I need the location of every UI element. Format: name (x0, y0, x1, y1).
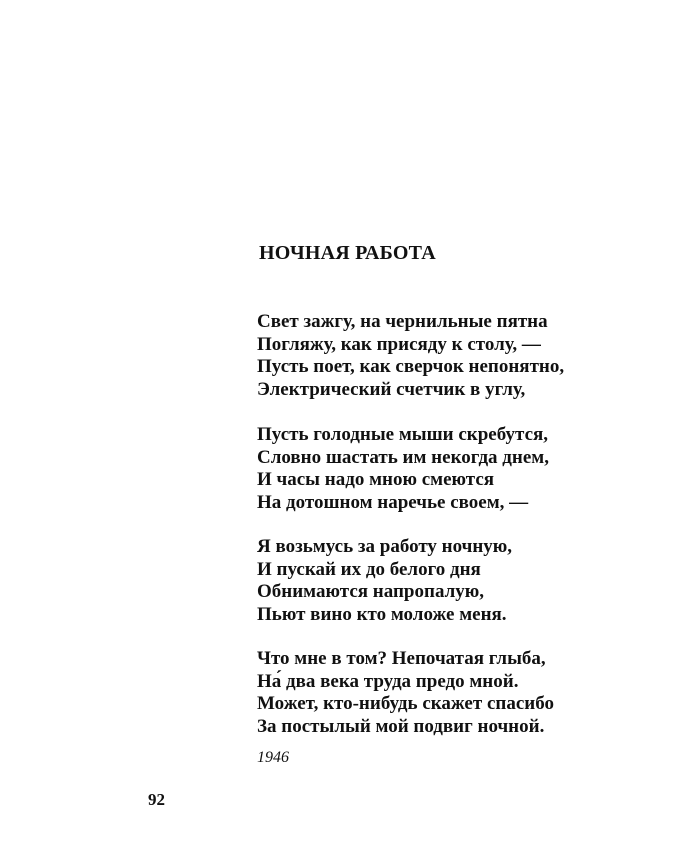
stanza-4 (257, 648, 554, 738)
stanza-1 (257, 311, 564, 401)
poem-line: На́ два века труда предо мной. (257, 670, 519, 692)
poem-line: Обнимаются напропалую, (257, 581, 485, 602)
page-number: 92 (148, 790, 165, 809)
poem-line: Погляжу, как присяду к столу, — (257, 333, 541, 355)
poem-line: Пусть голодные мыши скребутся, (257, 424, 549, 445)
poem-title: НОЧНАЯ РАБОТА (259, 242, 436, 264)
poem-line: Электрический счетчик в углу, (257, 378, 526, 400)
poem-line: Словно шастать им некогда днем, (257, 446, 549, 468)
poem-line: Пьют вино кто моложе меня. (257, 603, 507, 625)
poem-line: На дотошном наречье своем, — (257, 491, 529, 513)
poem-line: Свет зажгу, на чернильные пятна (257, 311, 548, 332)
poem-date: 1946 (257, 749, 289, 766)
poem-line: Я возьмусь за работу ночную, (257, 536, 513, 557)
poem-line: И пускай их до белого дня (257, 558, 481, 580)
poem-line: И часы надо мною смеются (257, 469, 495, 490)
stanza-2 (257, 424, 549, 514)
poem-line: За постылый мой подвиг ночной. (257, 715, 545, 737)
poem-line: Что мне в том? Непочатая глыба, (257, 648, 546, 669)
poem-line: Пусть поет, как сверчок непонятно, (257, 356, 565, 377)
stanza-3 (257, 536, 512, 626)
poem-line: Может, кто-нибудь скажет спасибо (257, 693, 554, 714)
